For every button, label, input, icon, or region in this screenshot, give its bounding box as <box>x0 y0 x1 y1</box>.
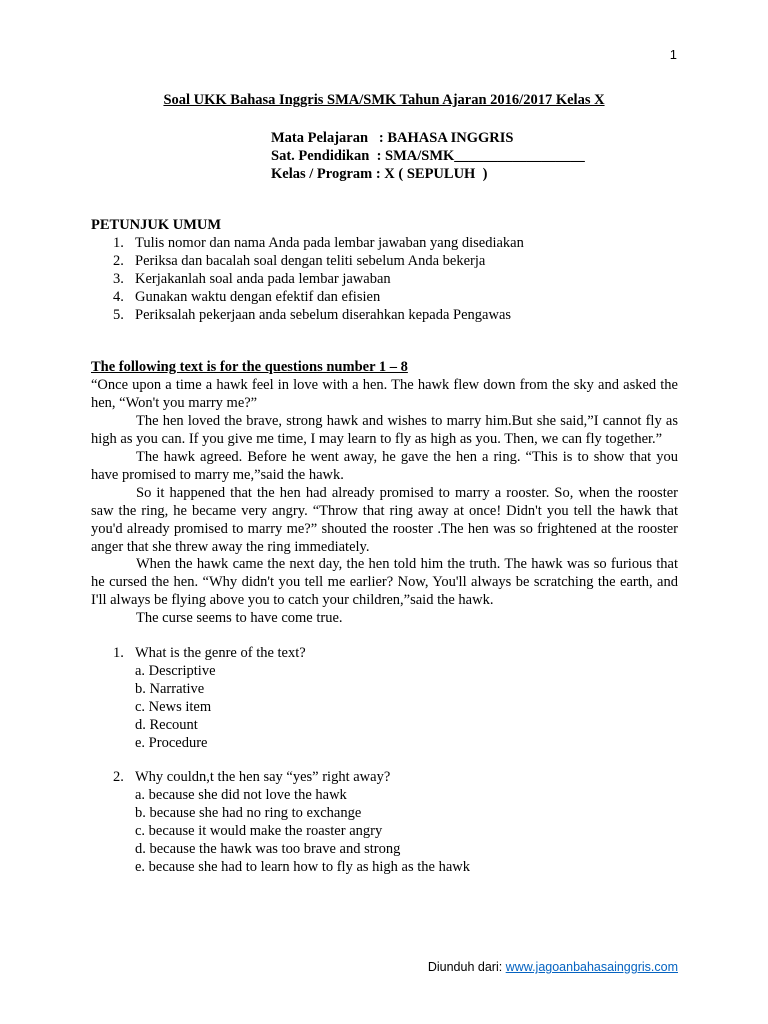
story-paragraph: “Once upon a time a hawk feel in love with a hen. The hawk flew down from the sky and asked the hen, “Won't you marry me?” <box>91 377 678 412</box>
answer-options <box>135 663 678 753</box>
instruction-number: 4. <box>113 288 124 305</box>
school-line: Sat. Pendidikan : SMA/SMK__________________ <box>271 148 585 164</box>
question-number: 2. <box>113 769 124 786</box>
answer-option: e. because she had to learn how to fly as high as the hawk <box>135 859 471 875</box>
question-text: Why couldn,t the hen say “yes” right away? <box>135 769 391 786</box>
footer <box>428 960 678 974</box>
story-paragraph: The hawk agreed. Before he went away, he gave the hen a ring. “This is to show that you have promised to marry me,”said the hawk. <box>91 448 678 483</box>
page-number: 1 <box>669 47 677 62</box>
question-2 <box>91 769 678 876</box>
instruction-item <box>91 253 678 271</box>
question-1 <box>91 645 678 752</box>
answer-option: e. Procedure <box>135 734 208 751</box>
instruction-number: 3. <box>113 270 124 287</box>
answer-option: a. because she did not love the hawk <box>135 787 347 804</box>
instruction-item <box>91 307 678 325</box>
answer-option: b. because she had no ring to exchange <box>135 805 362 822</box>
instruction-text: Kerjakanlah soal anda pada lembar jawaban <box>135 270 391 287</box>
subject-line: Mata Pelajaran : BAHASA INGGRIS <box>271 130 514 146</box>
instruction-number: 1. <box>113 234 124 251</box>
reading-text-heading: The following text is for the questions number 1 – 8 <box>91 359 408 376</box>
answer-option: a. Descriptive <box>135 662 216 679</box>
story-paragraph: The curse seems to have come true. <box>136 610 343 627</box>
source-link[interactable]: www.jagoanbahasainggris.com <box>505 960 678 974</box>
story-paragraph: When the hawk came the next day, the hen told him the truth. The hawk was so furious that he cursed the hen. “Why didn't you tell me earlier? Now, You'll always be scratching the earth, and I'll always be flying above you to catch your children,”said the hawk. <box>91 556 678 609</box>
instruction-text: Gunakan waktu dengan efektif dan efisien <box>135 288 381 305</box>
answer-option: d. because the hawk was too brave and strong <box>135 841 401 858</box>
question-text: What is the genre of the text? <box>135 645 306 662</box>
answer-option: c. because it would make the roaster angry <box>135 823 383 840</box>
instructions-list <box>91 235 678 325</box>
instructions-heading: PETUNJUK UMUM <box>91 217 222 233</box>
answer-option: d. Recount <box>135 716 198 733</box>
answer-option: b. Narrative <box>135 680 205 697</box>
instruction-item <box>91 235 678 253</box>
story-paragraph: So it happened that the hen had already promised to marry a rooster. So, when the rooster saw the ring, he became very angry. “Throw that ring away at once! Didn't you tell the hawk that you'd already promised to marry me?” shouted the rooster .The hen was so frightened at the rooster anger that she threw away the ring immediately. <box>91 484 678 555</box>
instruction-item <box>91 271 678 289</box>
instruction-text: Periksa dan bacalah soal dengan teliti sebelum Anda bekerja <box>135 252 486 269</box>
reading-text <box>91 377 678 628</box>
instruction-text: Tulis nomor dan nama Anda pada lembar jawaban yang disediakan <box>135 234 524 251</box>
instruction-number: 2. <box>113 252 124 269</box>
instruction-number: 5. <box>113 306 124 323</box>
document-body <box>91 217 678 877</box>
instruction-item <box>91 289 678 307</box>
instruction-text: Periksalah pekerjaan anda sebelum diserahkan kepada Pengawas <box>135 306 512 323</box>
answer-options <box>135 787 678 877</box>
answer-option: c. News item <box>135 698 212 715</box>
document-title: Soal UKK Bahasa Inggris SMA/SMK Tahun Ajaran 2016/2017 Kelas X <box>163 92 605 108</box>
class-line: Kelas / Program : X ( SEPULUH ) <box>271 166 488 182</box>
footer-label: Diunduh dari: <box>427 960 506 974</box>
exam-meta <box>271 129 585 183</box>
question-number: 1. <box>113 645 124 662</box>
story-paragraph: The hen loved the brave, strong hawk and wishes to marry him.But she said,”I cannot fly as high as you can. If you give me time, I may learn to fly as high as you. Then, we can fly together.” <box>91 413 678 448</box>
